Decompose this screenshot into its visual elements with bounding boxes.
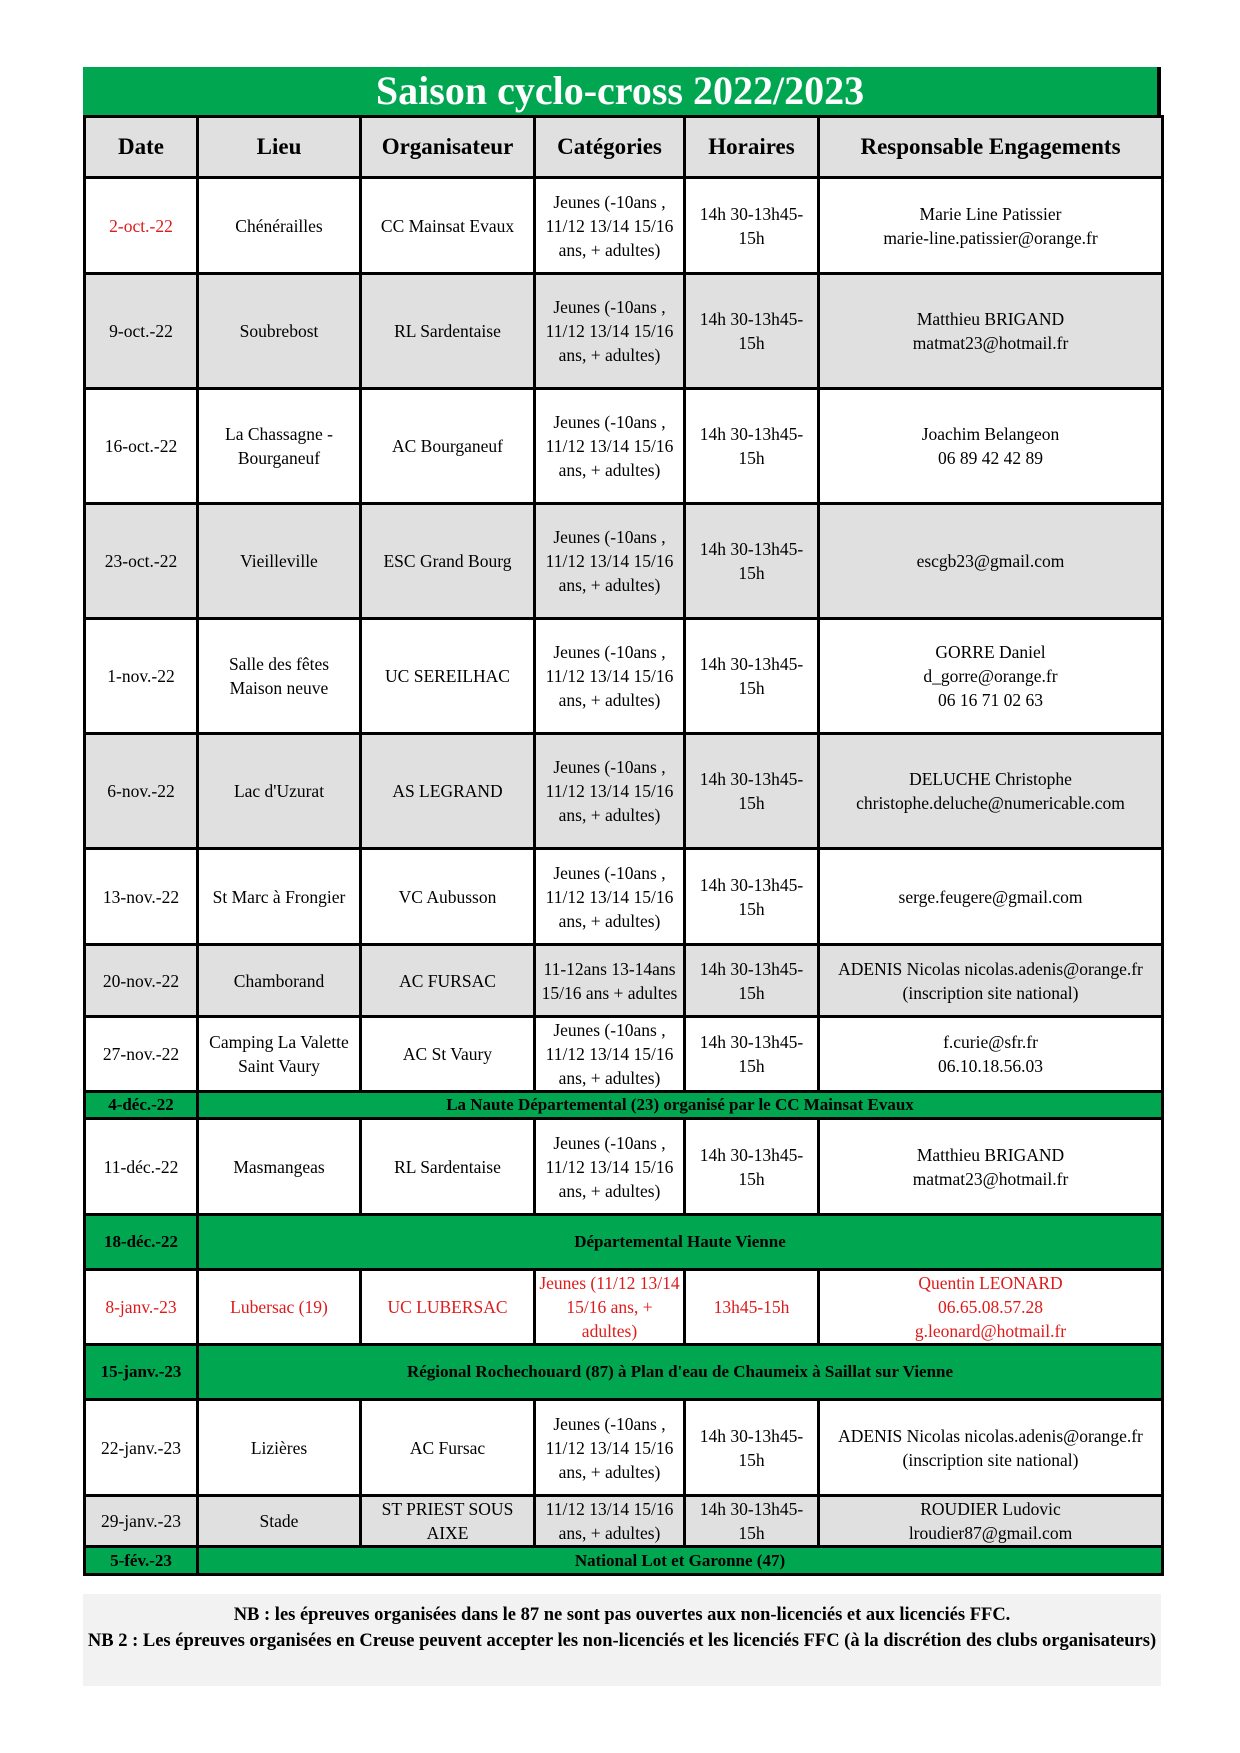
table-row [85, 389, 1163, 504]
table-row [85, 1496, 1163, 1547]
header-date: Date [85, 117, 198, 178]
table-row [85, 1119, 1163, 1215]
cell-organisateur: ST PRIEST SOUS AIXE [361, 1496, 535, 1547]
cell-date: 11-déc.-22 [85, 1119, 198, 1215]
header-organisateur: Organisateur [361, 117, 535, 178]
cell-date: 4-déc.-22 [85, 1092, 198, 1119]
cell-organisateur: CC Mainsat Evaux [361, 178, 535, 274]
cell-horaires: 14h 30-13h45-15h [685, 1496, 819, 1547]
schedule-sheet [83, 67, 1161, 1576]
table-row [85, 1270, 1163, 1345]
table-row [85, 504, 1163, 619]
cell-organisateur: AS LEGRAND [361, 734, 535, 849]
cell-categories: Jeunes (-10ans , 11/12 13/14 15/16 ans, + adultes) [535, 178, 685, 274]
header-categories: Catégories [535, 117, 685, 178]
cell-lieu: Salle des fêtes Maison neuve [198, 619, 361, 734]
cell-date: 16-oct.-22 [85, 389, 198, 504]
cell-organisateur: RL Sardentaise [361, 1119, 535, 1215]
cell-organisateur: ESC Grand Bourg [361, 504, 535, 619]
cell-categories: 11/12 13/14 15/16 ans, + adultes) [535, 1496, 685, 1547]
table-row [85, 1400, 1163, 1496]
header-responsable: Responsable Engagements [819, 117, 1163, 178]
cell-date: 29-janv.-23 [85, 1496, 198, 1547]
cell-horaires: 14h 30-13h45-15h [685, 389, 819, 504]
cell-lieu: Lac d'Uzurat [198, 734, 361, 849]
table-row [85, 849, 1163, 945]
cell-event: Régional Rochechouard (87) à Plan d'eau de Chaumeix à Saillat sur Vienne [198, 1345, 1163, 1400]
table-row [85, 945, 1163, 1017]
table-row [85, 734, 1163, 849]
cell-categories: Jeunes (-10ans , 11/12 13/14 15/16 ans, + adultes) [535, 619, 685, 734]
cell-lieu: St Marc à Frongier [198, 849, 361, 945]
cell-organisateur: UC LUBERSAC [361, 1270, 535, 1345]
cell-responsable: Joachim Belangeon 06 89 42 42 89 [819, 389, 1163, 504]
cell-date: 20-nov.-22 [85, 945, 198, 1017]
cell-organisateur: AC St Vaury [361, 1017, 535, 1092]
event-row [85, 1215, 1163, 1270]
cell-horaires: 14h 30-13h45-15h [685, 274, 819, 389]
cell-date: 2-oct.-22 [85, 178, 198, 274]
schedule-table [83, 115, 1164, 1576]
cell-lieu: Lubersac (19) [198, 1270, 361, 1345]
cell-lieu: Vieilleville [198, 504, 361, 619]
notes-box [83, 1594, 1161, 1686]
cell-horaires: 14h 30-13h45-15h [685, 945, 819, 1017]
schedule-body [85, 178, 1163, 1575]
cell-lieu: Chénérailles [198, 178, 361, 274]
cell-date: 9-oct.-22 [85, 274, 198, 389]
cell-categories: Jeunes (-10ans , 11/12 13/14 15/16 ans, + adultes) [535, 504, 685, 619]
cell-organisateur: AC Bourganeuf [361, 389, 535, 504]
cell-date: 15-janv.-23 [85, 1345, 198, 1400]
cell-lieu: Stade [198, 1496, 361, 1547]
cell-responsable: serge.feugere@gmail.com [819, 849, 1163, 945]
cell-responsable: GORRE Daniel d_gorre@orange.fr 06 16 71 02 63 [819, 619, 1163, 734]
cell-organisateur: RL Sardentaise [361, 274, 535, 389]
cell-event: La Naute Départemental (23) organisé par le CC Mainsat Evaux [198, 1092, 1163, 1119]
cell-categories: Jeunes (-10ans , 11/12 13/14 15/16 ans, + adultes) [535, 1400, 685, 1496]
cell-horaires: 14h 30-13h45-15h [685, 734, 819, 849]
event-row [85, 1092, 1163, 1119]
cell-responsable: Marie Line Patissier marie-line.patissier@orange.fr [819, 178, 1163, 274]
table-row [85, 178, 1163, 274]
cell-categories: 11-12ans 13-14ans 15/16 ans + adultes [535, 945, 685, 1017]
cell-categories: Jeunes (-10ans , 11/12 13/14 15/16 ans, + adultes) [535, 1017, 685, 1092]
cell-horaires: 14h 30-13h45-15h [685, 849, 819, 945]
cell-date: 18-déc.-22 [85, 1215, 198, 1270]
cell-horaires: 14h 30-13h45-15h [685, 1400, 819, 1496]
cell-categories: Jeunes (-10ans , 11/12 13/14 15/16 ans, + adultes) [535, 389, 685, 504]
cell-event: National Lot et Garonne (47) [198, 1547, 1163, 1575]
event-row [85, 1547, 1163, 1575]
cell-categories: Jeunes (-10ans , 11/12 13/14 15/16 ans, + adultes) [535, 274, 685, 389]
cell-responsable: Matthieu BRIGAND matmat23@hotmail.fr [819, 1119, 1163, 1215]
cell-lieu: Chamborand [198, 945, 361, 1017]
cell-date: 22-janv.-23 [85, 1400, 198, 1496]
cell-lieu: Lizières [198, 1400, 361, 1496]
cell-horaires: 14h 30-13h45-15h [685, 1119, 819, 1215]
cell-responsable: ADENIS Nicolas nicolas.adenis@orange.fr (inscription site national) [819, 945, 1163, 1017]
cell-date: 5-fév.-23 [85, 1547, 198, 1575]
cell-responsable: ADENIS Nicolas nicolas.adenis@orange.fr (inscription site national) [819, 1400, 1163, 1496]
header-row [85, 117, 1163, 178]
table-row [85, 619, 1163, 734]
cell-horaires: 14h 30-13h45-15h [685, 178, 819, 274]
cell-organisateur: AC Fursac [361, 1400, 535, 1496]
cell-horaires: 14h 30-13h45-15h [685, 619, 819, 734]
cell-event: Départemental Haute Vienne [198, 1215, 1163, 1270]
cell-responsable: Quentin LEONARD 06.65.08.57.28 g.leonard@hotmail.fr [819, 1270, 1163, 1345]
header-lieu: Lieu [198, 117, 361, 178]
cell-responsable: ROUDIER Ludovic lroudier87@gmail.com [819, 1496, 1163, 1547]
page-title: Saison cyclo-cross 2022/2023 [83, 67, 1161, 115]
cell-lieu: Camping La Valette Saint Vaury [198, 1017, 361, 1092]
cell-lieu: La Chassagne - Bourganeuf [198, 389, 361, 504]
cell-categories: Jeunes (-10ans , 11/12 13/14 15/16 ans, + adultes) [535, 734, 685, 849]
cell-horaires: 13h45-15h [685, 1270, 819, 1345]
cell-organisateur: VC Aubusson [361, 849, 535, 945]
cell-responsable: f.curie@sfr.fr 06.10.18.56.03 [819, 1017, 1163, 1092]
cell-categories: Jeunes (-10ans , 11/12 13/14 15/16 ans, + adultes) [535, 1119, 685, 1215]
note-1: NB : les épreuves organisées dans le 87 ne sont pas ouvertes aux non-licenciés et aux licenciés FFC. [233, 1605, 1011, 1625]
cell-responsable: DELUCHE Christophe christophe.deluche@numericable.com [819, 734, 1163, 849]
cell-categories: Jeunes (11/12 13/14 15/16 ans, + adultes) [535, 1270, 685, 1345]
cell-date: 8-janv.-23 [85, 1270, 198, 1345]
event-row [85, 1345, 1163, 1400]
cell-organisateur: AC FURSAC [361, 945, 535, 1017]
cell-categories: Jeunes (-10ans , 11/12 13/14 15/16 ans, + adultes) [535, 849, 685, 945]
cell-horaires: 14h 30-13h45-15h [685, 1017, 819, 1092]
cell-lieu: Soubrebost [198, 274, 361, 389]
cell-date: 6-nov.-22 [85, 734, 198, 849]
note-2: NB 2 : Les épreuves organisées en Creuse peuvent accepter les non-licenciés et les licenciés FFC (à la discrétion des clubs organisateurs) [87, 1631, 1157, 1651]
cell-horaires: 14h 30-13h45-15h [685, 504, 819, 619]
cell-date: 23-oct.-22 [85, 504, 198, 619]
cell-date: 1-nov.-22 [85, 619, 198, 734]
cell-organisateur: UC SEREILHAC [361, 619, 535, 734]
table-row [85, 274, 1163, 389]
cell-responsable: Matthieu BRIGAND matmat23@hotmail.fr [819, 274, 1163, 389]
cell-date: 13-nov.-22 [85, 849, 198, 945]
cell-responsable: escgb23@gmail.com [819, 504, 1163, 619]
cell-date: 27-nov.-22 [85, 1017, 198, 1092]
cell-lieu: Masmangeas [198, 1119, 361, 1215]
header-horaires: Horaires [685, 117, 819, 178]
table-row [85, 1017, 1163, 1092]
